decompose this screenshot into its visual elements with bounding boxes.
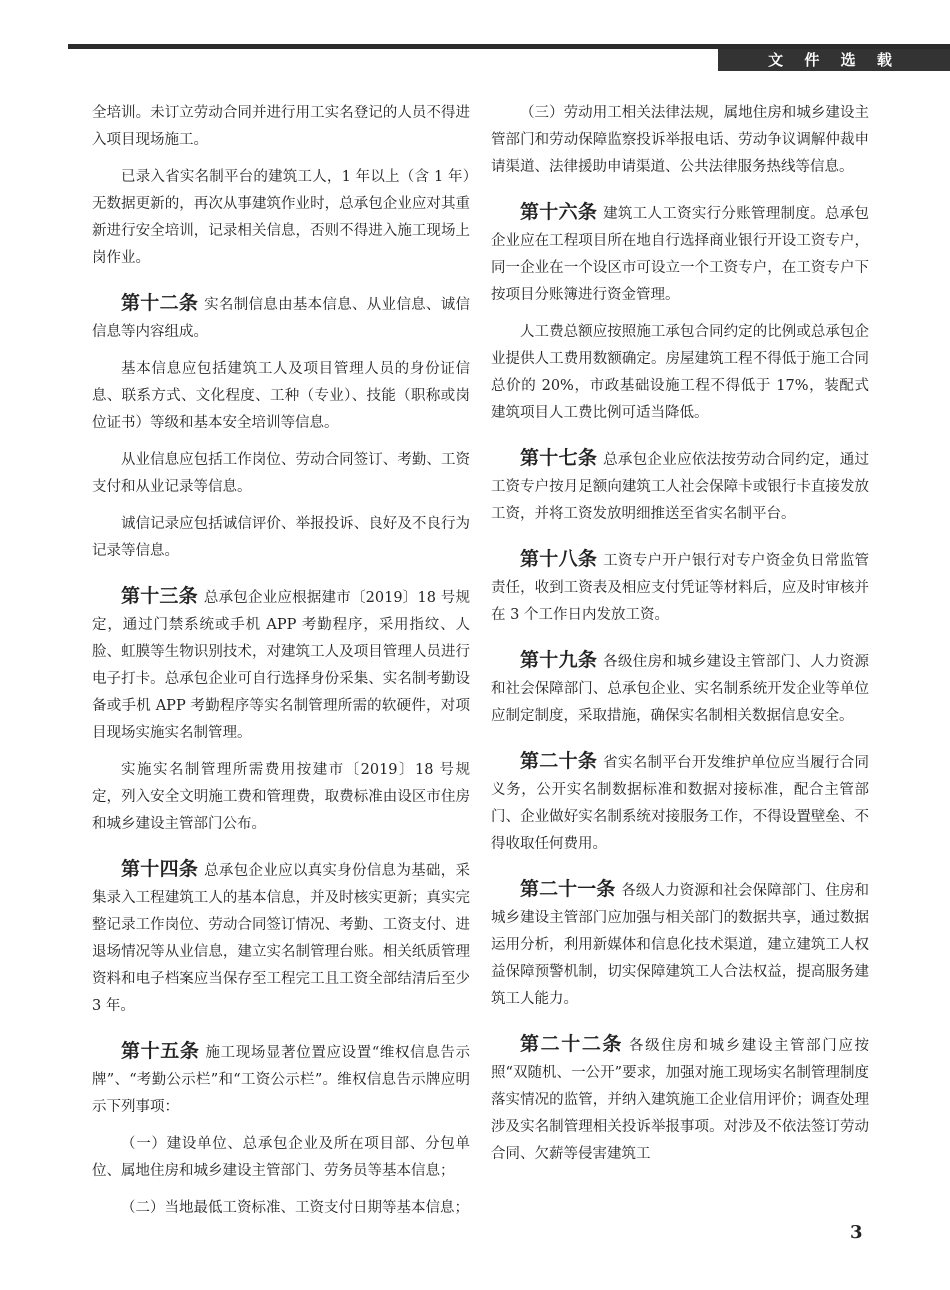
- article-text: 各级人力资源和社会保障部门、住房和城乡建设主管部门应加强与相关部门的数据共享，通过数据运用分析，利用新媒体和信息化技术渠道，建立建筑工人权益保障预警机制，切实保障建筑工人合法权益，提高服务建筑工人能力。: [491, 883, 869, 1007]
- article-title: 第十四条: [121, 858, 199, 880]
- paragraph: 人工费总额应按照施工承包合同约定的比例或总承包企业提供人工费用数额确定。房屋建筑工程不得低于施工合同总价的 20%，市政基础设施工程不得低于 17%，装配式建筑项目人工费比例可适当降低。: [491, 324, 869, 421]
- paragraph: 诚信记录应包括诚信评价、举报投诉、良好及不良行为记录等信息。: [92, 516, 470, 559]
- article-text: 建筑工人工资实行分账管理制度。总承包企业应在工程项目所在地自行选择商业银行开设工资专户，同一企业在一个设区市可设立一个工资专户，在工资专户下按项目分账簿进行资金管理。: [491, 206, 869, 303]
- article-title: 第十九条: [520, 649, 598, 671]
- article-text: 总承包企业应依法按劳动合同约定，通过工资专户按月足额向建筑工人社会保障卡或银行卡直接发放工资，并将工资发放明细推送至省实名制平台。: [491, 452, 869, 522]
- article-text: 总承包企业应根据建市〔2019〕18 号规定，通过门禁系统或手机 APP 考勤程序，采用指纹、人脸、虹膜等生物识别技术，对建筑工人及项目管理人员进行电子打卡。总承包企业可自行选择身份采集、实名制考勤设备或手机 APP 考勤程序等实名制管理所需的软硬件，对项目现场实施实名制管理。: [92, 590, 470, 741]
- article-20: [491, 748, 869, 858]
- paragraph: 基本信息应包括建筑工人及项目管理人员的身份证信息、联系方式、文化程度、工种（专业）、技能（职称或岗位证书）等级和基本安全培训等信息。: [92, 361, 470, 431]
- article-title: 第十五条: [121, 1040, 200, 1062]
- paragraph: 已录入省实名制平台的建筑工人，1 年以上（含 1 年）无数据更新的，再次从事建筑作业时，总承包企业应对其重新进行安全培训，记录相关信息，否则不得进入施工现场上岗作业。: [92, 169, 470, 266]
- article-19: [491, 647, 869, 730]
- list-item: （三）劳动用工相关法律法规，属地住房和城乡建设主管部门和劳动保障监察投诉举报电话、劳动争议调解仲裁申请渠道、法律援助申请渠道、公共法律服务热线等信息。: [491, 105, 869, 175]
- paragraph: 实施实名制管理所需费用按建市〔2019〕18 号规定，列入安全文明施工费和管理费，取费标准由设区市住房和城乡建设主管部门公布。: [92, 762, 470, 832]
- list-item: （一）建设单位、总承包企业及所在项目部、分包单位、属地住房和城乡建设主管部门、劳务员等基本信息；: [92, 1136, 470, 1179]
- article-12: [92, 290, 470, 346]
- article-14: [92, 856, 470, 1020]
- left-column: [92, 100, 470, 1232]
- article-text: 工资专户开户银行对专户资金负日常监管责任，收到工资表及相应支付凭证等材料后，应及时审核并在 3 个工作日内发放工资。: [491, 553, 869, 623]
- article-title: 第二十二条: [520, 1033, 624, 1055]
- article-18: [491, 546, 869, 629]
- article-13: [92, 583, 470, 747]
- article-title: 第二十一条: [520, 878, 616, 900]
- list-item: （二）当地最低工资标准、工资支付日期等基本信息；: [121, 1200, 469, 1216]
- article-21: [491, 876, 869, 1013]
- right-column: [491, 100, 869, 1178]
- article-title: 第十八条: [520, 548, 598, 570]
- article-title: 第二十条: [520, 750, 598, 772]
- paragraph: 从业信息应包括工作岗位、劳动合同签订、考勤、工资支付和从业记录等信息。: [92, 452, 470, 495]
- article-15: [92, 1038, 470, 1121]
- page-number: 3: [850, 1222, 863, 1243]
- section-title-tab: 文 件 选 载: [718, 49, 950, 71]
- article-17: [491, 445, 869, 528]
- article-text: 各级住房和城乡建设主管部门应按照“双随机、一公开”要求，加强对施工现场实名制管理制度落实情况的监管，并纳入建筑施工企业信用评价；调查处理涉及实名制管理相关投诉举报事项。对涉及不依法签订劳动合同、欠薪等侵害建筑工: [491, 1038, 869, 1162]
- article-title: 第十七条: [520, 447, 598, 469]
- article-text: 实名制信息由基本信息、从业信息、诚信信息等内容组成。: [92, 297, 470, 340]
- article-title: 第十三条: [121, 585, 198, 607]
- article-text: 各级住房和城乡建设主管部门、人力资源和社会保障部门、总承包企业、实名制系统开发企业等单位应制定制度，采取措施，确保实名制相关数据信息安全。: [491, 654, 869, 724]
- article-title: 第十二条: [121, 292, 199, 314]
- article-22: [491, 1031, 869, 1168]
- article-text: 总承包企业应以真实身份信息为基础，采集录入工程建筑工人的基本信息，并及时核实更新；真实完整记录工作岗位、劳动合同签订情况、考勤、工资支付、进退场情况等从业信息，建立实名制管理台账。相关纸质管理资料和电子档案应当保存至工程完工且工资全部结清后至少 3 年。: [92, 863, 470, 1014]
- article-text: 省实名制平台开发维护单位应当履行合同义务，公开实名制数据标准和数据对接标准，配合主管部门、企业做好实名制系统对接服务工作，不得设置壁垒、不得收取任何费用。: [491, 755, 869, 852]
- article-text: 施工现场显著位置应设置“维权信息告示牌”、“考勤公示栏”和“工资公示栏”。维权信息告示牌应明示下列事项：: [92, 1045, 470, 1115]
- paragraph: 全培训。未订立劳动合同并进行用工实名登记的人员不得进入项目现场施工。: [92, 105, 470, 148]
- article-title: 第十六条: [520, 201, 598, 223]
- article-16: [491, 199, 869, 309]
